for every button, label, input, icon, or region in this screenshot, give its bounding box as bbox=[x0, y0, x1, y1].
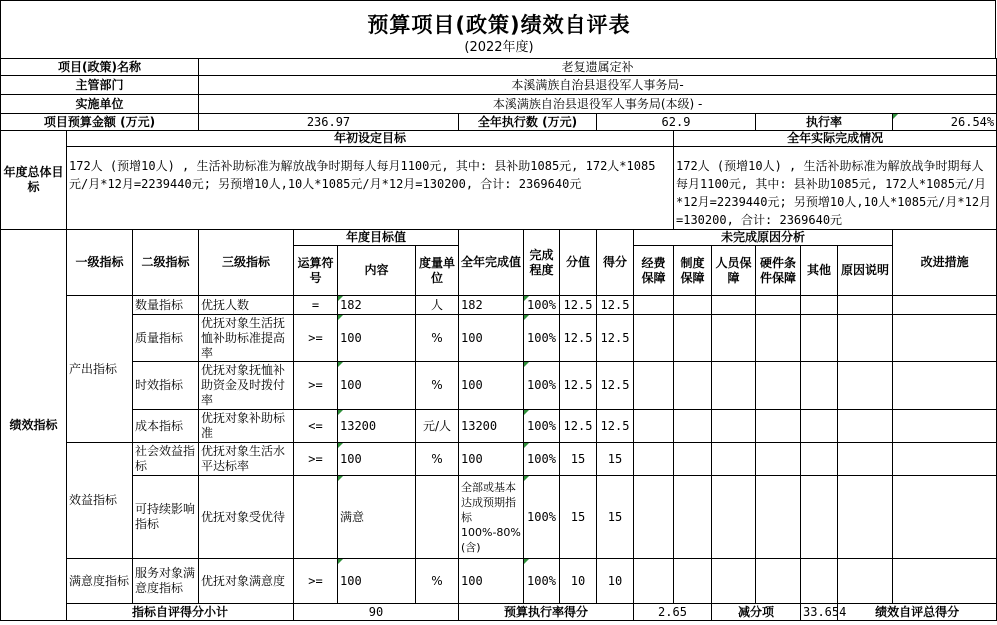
row-cell bbox=[674, 559, 712, 604]
row-cell bbox=[674, 362, 712, 410]
row-degree: 100% bbox=[524, 315, 560, 362]
row-degree: 100% bbox=[524, 410, 560, 443]
project-name-value: 老复遗属定补 bbox=[199, 59, 997, 76]
group-output: 产出指标 bbox=[67, 296, 133, 443]
budget-amount-value: 236.97 bbox=[199, 114, 459, 131]
header-level3: 三级指标 bbox=[199, 230, 294, 296]
row-value: 12.5 bbox=[560, 410, 597, 443]
row-cell bbox=[801, 315, 838, 362]
budget-score-value: 2.65 bbox=[634, 604, 712, 621]
row-value: 12.5 bbox=[560, 362, 597, 410]
row-completed: 100 bbox=[459, 362, 524, 410]
row-cell bbox=[674, 443, 712, 476]
row-op bbox=[294, 476, 338, 559]
table-row bbox=[1, 410, 997, 443]
table-row bbox=[1, 443, 997, 476]
row-score: 10 bbox=[597, 559, 634, 604]
row-cell bbox=[674, 315, 712, 362]
header-score-value: 分值 bbox=[560, 230, 597, 296]
row-cell bbox=[838, 559, 893, 604]
group-satisfaction: 满意度指标 bbox=[67, 559, 133, 604]
initial-goal-header: 年初设定目标 bbox=[67, 131, 674, 147]
row-unit: 人 bbox=[416, 296, 459, 315]
annual-goal-label: 年度总体目标 bbox=[1, 131, 67, 230]
row-score: 12.5 bbox=[597, 362, 634, 410]
row-content: 满意 bbox=[338, 476, 416, 559]
row-level2: 成本指标 bbox=[133, 410, 199, 443]
perf-section-label: 绩效指标 bbox=[1, 230, 67, 621]
row-score: 12.5 bbox=[597, 410, 634, 443]
header-level1: 一级指标 bbox=[67, 230, 133, 296]
row-cell bbox=[756, 362, 801, 410]
row-score: 15 bbox=[597, 443, 634, 476]
row-content: 100 bbox=[338, 443, 416, 476]
row-degree: 100% bbox=[524, 443, 560, 476]
header-reason-funding: 经费保障 bbox=[634, 246, 674, 296]
row-value: 12.5 bbox=[560, 315, 597, 362]
budget-amount-label: 项目预算金额 (万元) bbox=[1, 114, 199, 131]
impl-unit-label: 实施单位 bbox=[1, 95, 199, 114]
actual-goal-header: 全年实际完成情况 bbox=[674, 131, 997, 147]
row-cell bbox=[634, 559, 674, 604]
row-unit: % bbox=[416, 559, 459, 604]
header-reason-system: 制度保障 bbox=[674, 246, 712, 296]
header-reason-hardware: 硬件条件保障 bbox=[756, 246, 801, 296]
row-cell bbox=[634, 315, 674, 362]
row-cell bbox=[756, 443, 801, 476]
row-level3: 优抚对象抚恤补助资金及时拨付率 bbox=[199, 362, 294, 410]
row-cell bbox=[712, 296, 756, 315]
header-unit: 度量单位 bbox=[416, 246, 459, 296]
header-op: 运算符号 bbox=[294, 246, 338, 296]
row-unit: 元/人 bbox=[416, 410, 459, 443]
row-op: <= bbox=[294, 410, 338, 443]
deduct-label: 减分项 bbox=[712, 604, 801, 621]
row-degree: 100% bbox=[524, 559, 560, 604]
header-score: 得分 bbox=[597, 230, 634, 296]
row-cell bbox=[712, 476, 756, 559]
row-cell bbox=[756, 476, 801, 559]
total-score-label: 绩效自评总得分 bbox=[838, 604, 997, 621]
row-cell bbox=[838, 443, 893, 476]
header-degree: 完成程度 bbox=[524, 230, 560, 296]
row-op: >= bbox=[294, 443, 338, 476]
table-row bbox=[1, 476, 997, 559]
header-level2: 二级指标 bbox=[133, 230, 199, 296]
table-row bbox=[1, 315, 997, 362]
row-score: 12.5 bbox=[597, 296, 634, 315]
row-cell bbox=[634, 443, 674, 476]
header-completed: 全年完成值 bbox=[459, 230, 524, 296]
row-cell bbox=[801, 362, 838, 410]
row-completed: 13200 bbox=[459, 410, 524, 443]
row-cell bbox=[838, 315, 893, 362]
dept-label: 主管部门 bbox=[1, 76, 199, 95]
row-cell bbox=[674, 410, 712, 443]
row-cell bbox=[801, 296, 838, 315]
dept-value: 本溪满族自治县退役军人事务局- bbox=[199, 76, 997, 95]
row-level3: 优抚对象满意度 bbox=[199, 559, 294, 604]
row-cell bbox=[838, 410, 893, 443]
row-cell bbox=[634, 476, 674, 559]
subtotal-value: 90 bbox=[294, 604, 459, 621]
row-cell bbox=[838, 362, 893, 410]
row-degree: 100% bbox=[524, 362, 560, 410]
header-reasons: 未完成原因分析 bbox=[634, 230, 893, 246]
actual-goal-text: 172人 (预增10人) , 生活补助标准为解放战争时期每人每月1100元, 其中: 县补助1085元, 172人*1085元/月*12月=2239440元; 另预增10人,10人*1085元/月*12月=130200, 合计: 2369640元 bbox=[674, 147, 997, 230]
row-content: 100 bbox=[338, 362, 416, 410]
row-cell bbox=[801, 443, 838, 476]
subtotal-label: 指标自评得分小计 bbox=[67, 604, 294, 621]
row-cell bbox=[712, 362, 756, 410]
row-score: 15 bbox=[597, 476, 634, 559]
row-completed: 100 bbox=[459, 443, 524, 476]
row-unit: % bbox=[416, 362, 459, 410]
row-cell bbox=[838, 476, 893, 559]
row-op: >= bbox=[294, 362, 338, 410]
header-reason-other: 其他 bbox=[801, 246, 838, 296]
row-level2: 服务对象满意度指标 bbox=[133, 559, 199, 604]
header-reason-staff: 人员保障 bbox=[712, 246, 756, 296]
deduct-value: 33.654 bbox=[801, 604, 838, 621]
row-op: >= bbox=[294, 315, 338, 362]
row-value: 12.5 bbox=[560, 296, 597, 315]
row-score: 12.5 bbox=[597, 315, 634, 362]
table-row bbox=[1, 559, 997, 604]
row-value: 15 bbox=[560, 443, 597, 476]
row-level2: 数量指标 bbox=[133, 296, 199, 315]
row-level2: 社会效益指标 bbox=[133, 443, 199, 476]
row-cell bbox=[674, 476, 712, 559]
row-cell bbox=[634, 296, 674, 315]
row-level2: 质量指标 bbox=[133, 315, 199, 362]
exec-rate-label: 执行率 bbox=[756, 114, 893, 131]
row-completed: 100 bbox=[459, 559, 524, 604]
row-op: >= bbox=[294, 559, 338, 604]
exec-amount-label: 全年执行数 (万元) bbox=[459, 114, 597, 131]
header-reason-note: 原因说明 bbox=[838, 246, 893, 296]
row-level3: 优抚对象受优待 bbox=[199, 476, 294, 559]
row-level3: 优抚对象生活抚恤补助标准提高率 bbox=[199, 315, 294, 362]
budget-score-label: 预算执行率得分 bbox=[459, 604, 634, 621]
exec-amount-value: 62.9 bbox=[597, 114, 756, 131]
row-cell bbox=[893, 410, 997, 443]
table-row bbox=[1, 362, 997, 410]
row-unit bbox=[416, 476, 459, 559]
row-level3: 优抚对象补助标准 bbox=[199, 410, 294, 443]
header-improve: 改进措施 bbox=[893, 230, 997, 296]
row-completed: 全部或基本达成预期指标100%-80%(含) bbox=[459, 476, 524, 559]
row-cell bbox=[712, 315, 756, 362]
row-content: 13200 bbox=[338, 410, 416, 443]
row-content: 182 bbox=[338, 296, 416, 315]
header-content: 内容 bbox=[338, 246, 416, 296]
row-cell bbox=[893, 476, 997, 559]
row-cell bbox=[634, 410, 674, 443]
evaluation-table bbox=[0, 58, 997, 621]
row-cell bbox=[756, 296, 801, 315]
project-name-label: 项目(政策)名称 bbox=[1, 59, 199, 76]
header-annual-target: 年度目标值 bbox=[294, 230, 459, 246]
row-cell bbox=[674, 296, 712, 315]
title-block bbox=[0, 0, 996, 58]
row-cell bbox=[801, 410, 838, 443]
row-cell bbox=[893, 443, 997, 476]
row-cell bbox=[756, 410, 801, 443]
row-level3: 优抚人数 bbox=[199, 296, 294, 315]
page-subtitle: (2022年度) bbox=[464, 40, 534, 55]
row-unit: % bbox=[416, 315, 459, 362]
row-unit: % bbox=[416, 443, 459, 476]
row-content: 100 bbox=[338, 559, 416, 604]
row-cell bbox=[712, 443, 756, 476]
row-cell bbox=[712, 559, 756, 604]
row-cell bbox=[634, 362, 674, 410]
initial-goal-text: 172人 (预增10人) , 生活补助标准为解放战争时期每人每月1100元, 其中: 县补助1085元, 172人*1085元/月*12月=2239440元; 另预增10人,10人*1085元/月*12月=130200, 合计: 2369640元 bbox=[67, 147, 674, 230]
row-cell bbox=[893, 362, 997, 410]
row-cell bbox=[893, 296, 997, 315]
row-level2: 时效指标 bbox=[133, 362, 199, 410]
row-cell bbox=[756, 315, 801, 362]
row-completed: 182 bbox=[459, 296, 524, 315]
row-completed: 100 bbox=[459, 315, 524, 362]
row-cell bbox=[893, 559, 997, 604]
row-cell bbox=[893, 315, 997, 362]
row-level3: 优抚对象生活水平达标率 bbox=[199, 443, 294, 476]
row-cell bbox=[756, 559, 801, 604]
row-value: 15 bbox=[560, 476, 597, 559]
page-title: 预算项目(政策)绩效自评表 bbox=[367, 13, 631, 37]
row-degree: 100% bbox=[524, 476, 560, 559]
row-level2: 可持续影响指标 bbox=[133, 476, 199, 559]
row-cell bbox=[801, 559, 838, 604]
row-cell bbox=[801, 476, 838, 559]
row-content: 100 bbox=[338, 315, 416, 362]
group-benefit: 效益指标 bbox=[67, 443, 133, 559]
table-row bbox=[1, 296, 997, 315]
impl-unit-value: 本溪满族自治县退役军人事务局(本级) - bbox=[199, 95, 997, 114]
row-cell bbox=[838, 296, 893, 315]
exec-rate-value: 26.54% bbox=[893, 114, 997, 131]
row-cell bbox=[712, 410, 756, 443]
row-value: 10 bbox=[560, 559, 597, 604]
row-degree: 100% bbox=[524, 296, 560, 315]
row-op: = bbox=[294, 296, 338, 315]
